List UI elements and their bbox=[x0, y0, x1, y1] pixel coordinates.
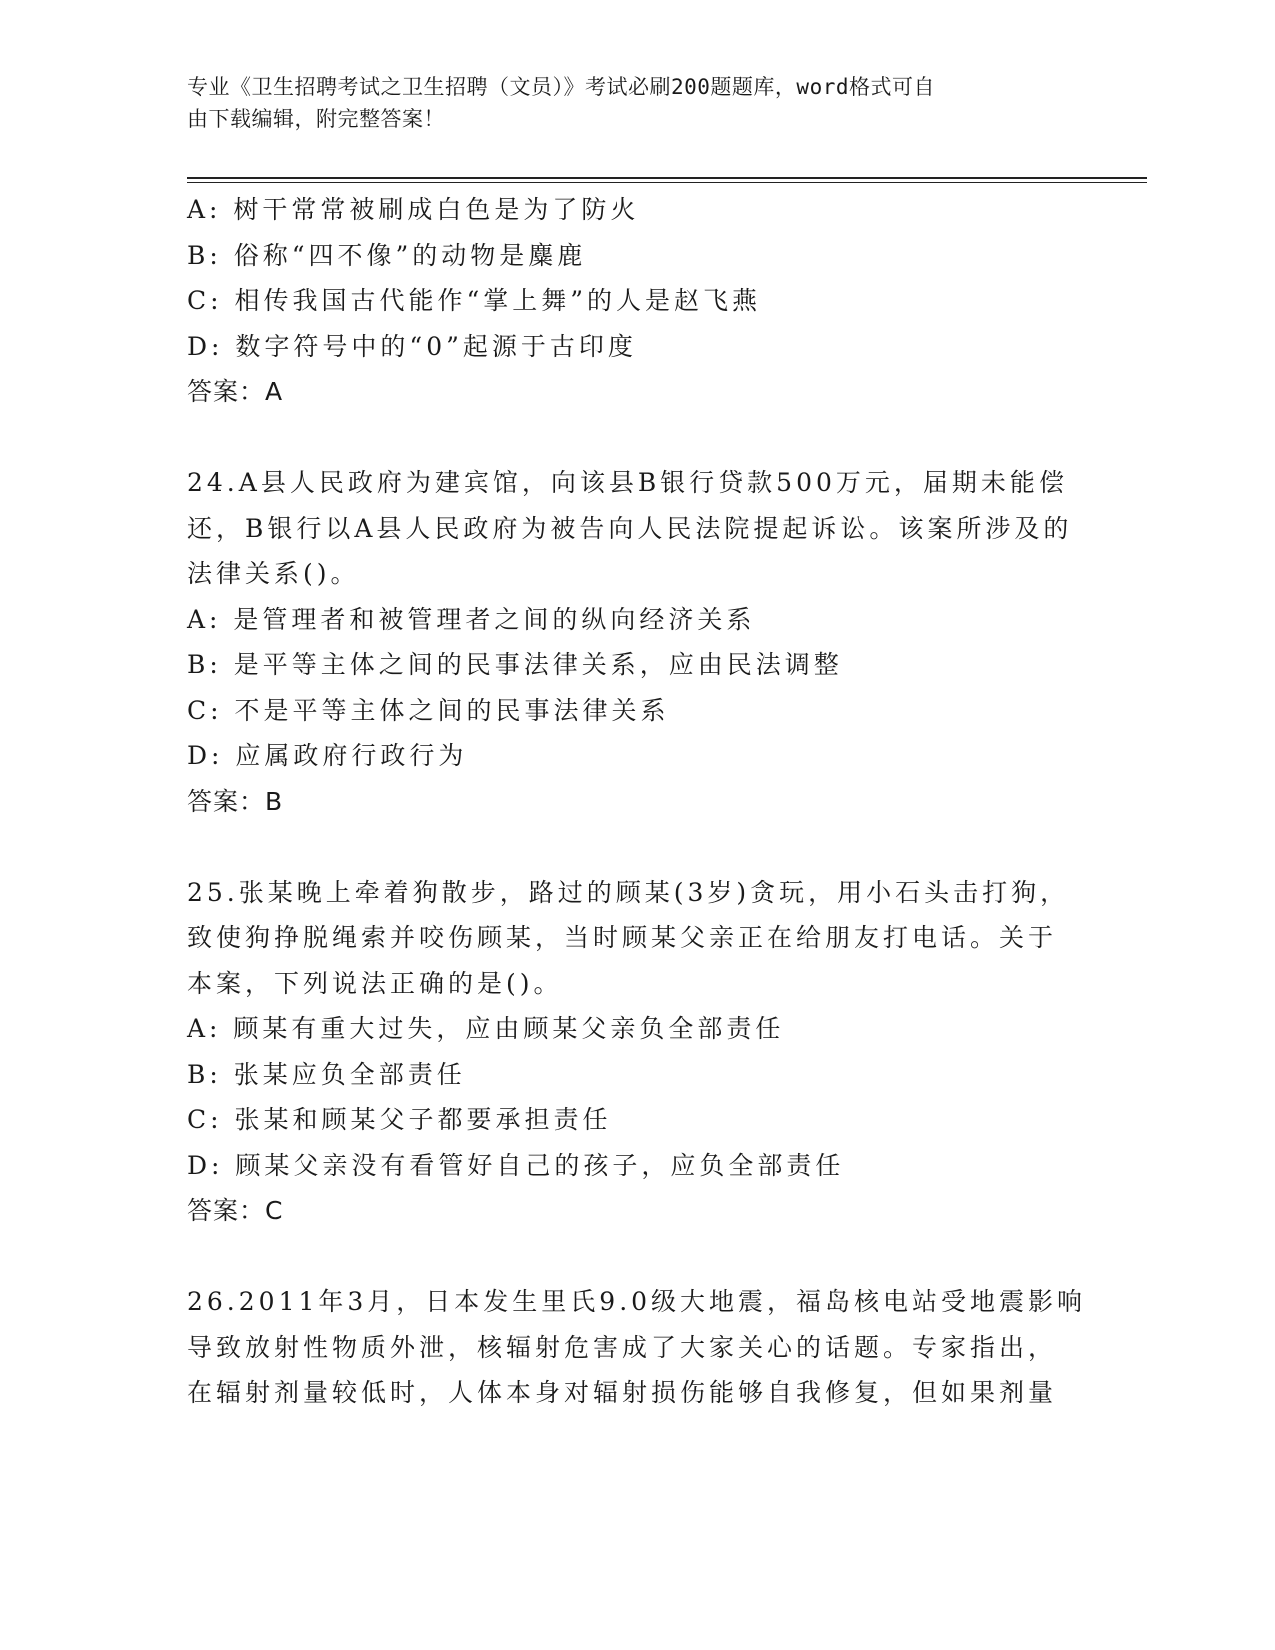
option-b: B: 张某应负全部责任 bbox=[187, 1059, 466, 1089]
header-line-2: 由下载编辑，附完整答案！ bbox=[187, 107, 445, 131]
header-divider-thick bbox=[187, 177, 1147, 179]
question-stem-line: 还，B银行以A县人民政府为被告向人民法院提起诉讼。该案所涉及的 bbox=[187, 513, 1073, 543]
option-b: B: 俗称“四不像”的动物是麋鹿 bbox=[187, 240, 587, 270]
question-list bbox=[187, 187, 1087, 1416]
question-spacer bbox=[187, 824, 1087, 870]
question-stem-line: 25.张某晚上牵着狗散步，路过的顾某(3岁)贪玩，用小石头击打狗， bbox=[187, 877, 1070, 907]
document-header bbox=[187, 71, 1067, 135]
option-a: A: 顾某有重大过失，应由顾某父亲负全部责任 bbox=[187, 1014, 785, 1043]
option-d: D: 顾某父亲没有看管好自己的孩子，应负全部责任 bbox=[187, 1150, 845, 1180]
question-stem-line: 法律关系()。 bbox=[187, 559, 360, 588]
option-a: A: 是管理者和被管理者之间的纵向经济关系 bbox=[187, 604, 756, 634]
option-a: A: 树干常常被刷成白色是为了防火 bbox=[187, 195, 640, 224]
question-24 bbox=[187, 460, 1087, 824]
answer-text: 答案：B bbox=[187, 786, 284, 816]
question-spacer bbox=[187, 1234, 1087, 1280]
question-stem-line: 24.A县人民政府为建宾馆，向该县B银行贷款500万元，届期未能偿 bbox=[187, 468, 1068, 497]
option-d: D: 数字符号中的“0”起源于古印度 bbox=[187, 331, 637, 361]
question-stem-line: 在辐射剂量较低时，人体本身对辐射损伤能够自我修复，但如果剂量 bbox=[187, 1378, 1058, 1407]
option-c: C: 相传我国古代能作“掌上舞”的人是赵飞燕 bbox=[187, 286, 762, 315]
option-c: C: 不是平等主体之间的民事法律关系 bbox=[187, 695, 670, 725]
header-divider-thin bbox=[187, 182, 1147, 183]
option-b: B: 是平等主体之间的民事法律关系，应由民法调整 bbox=[187, 650, 843, 679]
question-stem-line: 致使狗挣脱绳索并咬伤顾某，当时顾某父亲正在给朋友打电话。关于 bbox=[187, 923, 1058, 952]
option-c: C: 张某和顾某父子都要承担责任 bbox=[187, 1105, 612, 1134]
question-25 bbox=[187, 870, 1087, 1234]
question-26 bbox=[187, 1279, 1087, 1416]
question-stem-line: 导致放射性物质外泄，核辐射危害成了大家关心的话题。专家指出， bbox=[187, 1332, 1058, 1362]
answer-text: 答案：C bbox=[187, 1196, 284, 1225]
question-stem-line: 26.2011年3月，日本发生里氏9.0级大地震，福岛核电站受地震影响 bbox=[187, 1287, 1087, 1316]
option-d: D: 应属政府行政行为 bbox=[187, 741, 468, 770]
question-stem-line: 本案，下列说法正确的是()。 bbox=[187, 968, 563, 998]
question-spacer bbox=[187, 415, 1087, 461]
question-23 bbox=[187, 187, 1087, 415]
header-line-1: 专业《卫生招聘考试之卫生招聘（文员）》考试必刷200题题库，word格式可自 bbox=[187, 75, 935, 99]
answer-text: 答案：A bbox=[187, 377, 284, 406]
